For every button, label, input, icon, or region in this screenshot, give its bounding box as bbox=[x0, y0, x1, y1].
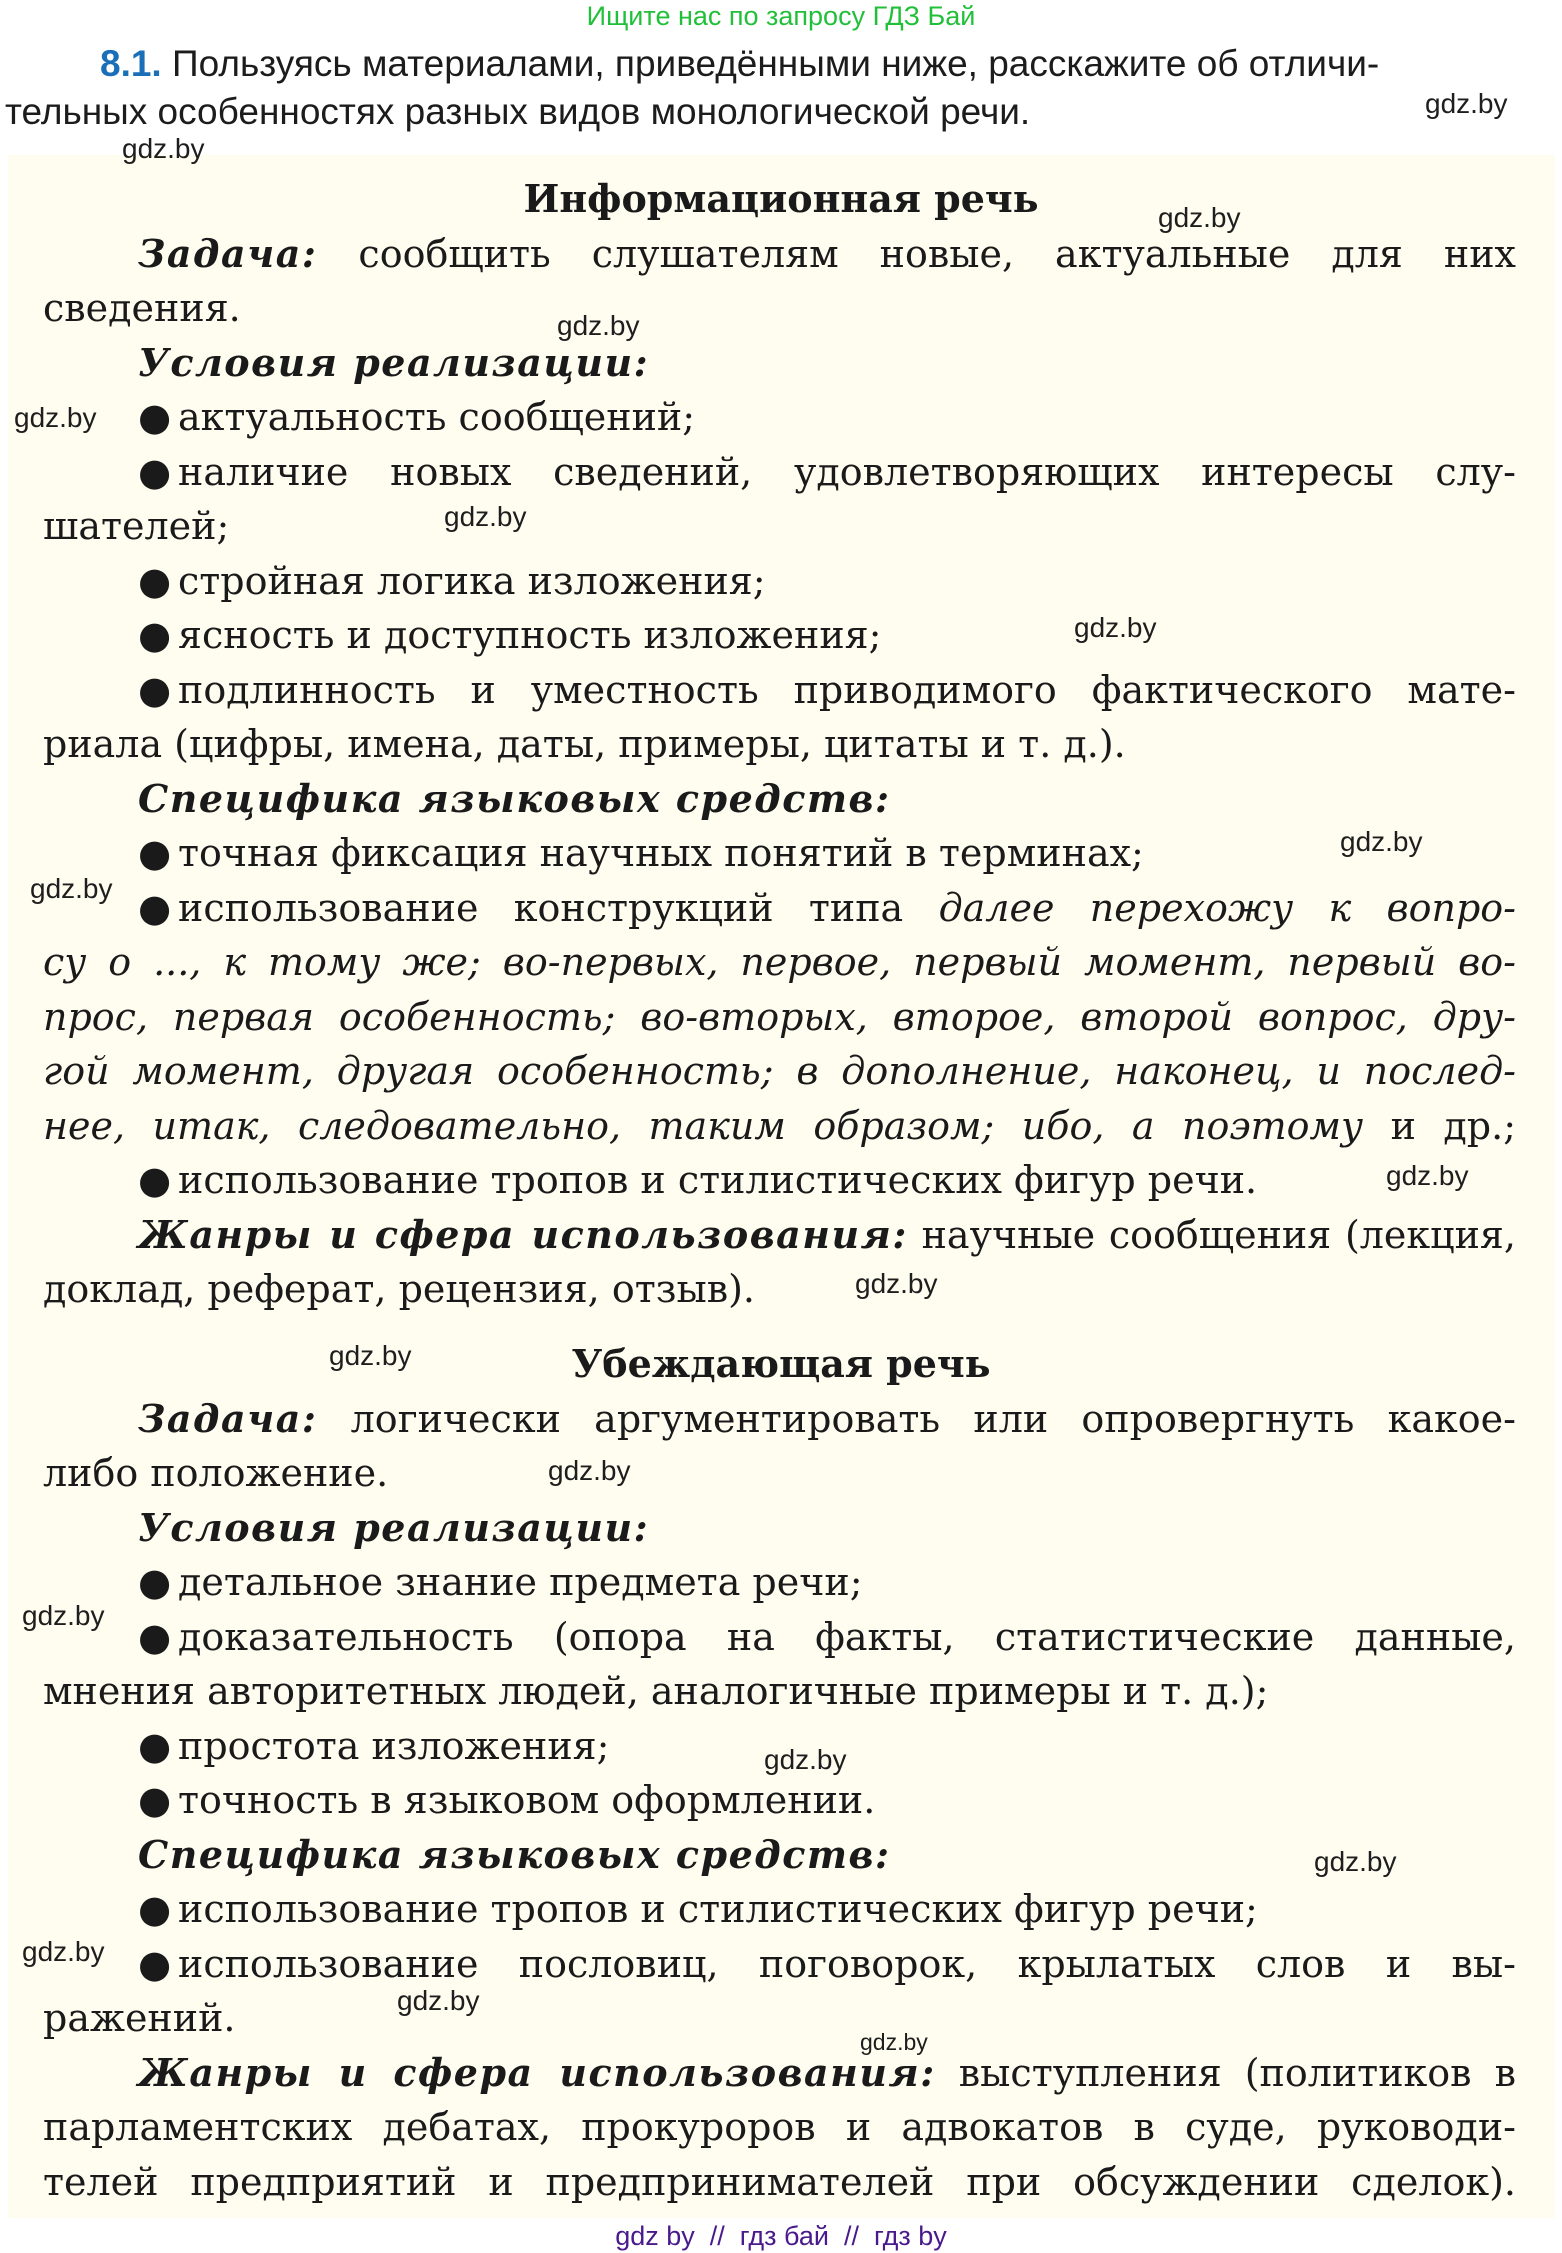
condition-item-cont: шателей; bbox=[43, 504, 230, 548]
watermark: gdz.by bbox=[1340, 826, 1423, 857]
condition-item: ● актуальность сообщений; bbox=[138, 390, 695, 444]
task-line bbox=[138, 227, 1516, 281]
question-line-1 bbox=[100, 40, 1550, 88]
bullet-icon: ● bbox=[138, 559, 172, 603]
task-label: Задача: bbox=[138, 1396, 318, 1441]
watermark: gdz.by bbox=[22, 1936, 105, 1967]
bullet-icon: ● bbox=[138, 1778, 172, 1822]
genres-line-2: доклад, реферат, рецензия, отзыв). bbox=[43, 1267, 755, 1311]
watermark: gdz.by bbox=[860, 2029, 928, 2055]
bullet-icon: ● bbox=[138, 1560, 172, 1604]
condition-item: ● стройная логика изложения; bbox=[138, 554, 766, 608]
section-title-informational: Информационная речь bbox=[523, 176, 1039, 221]
watermark: gdz.by bbox=[30, 873, 113, 904]
bullet-icon: ● bbox=[138, 613, 172, 657]
bullet-icon: ● bbox=[138, 1615, 172, 1659]
language-item-cont: ражений. bbox=[43, 1996, 236, 2040]
language-label: Специфика языковых средств: bbox=[138, 776, 891, 821]
condition-item: ● подлинность и уместность приводимого фактического мате- bbox=[138, 663, 1516, 717]
language-item-cont: гой момент, другая особенность; в дополнение, наконец, и послед- bbox=[43, 1049, 1516, 1093]
bullet-icon: ● bbox=[138, 1942, 172, 1986]
question-line-2: тельных особенностях разных видов монологической речи. bbox=[5, 91, 1031, 132]
watermark: gdz.by bbox=[764, 1744, 847, 1775]
language-item: ● использование пословиц, поговорок, крылатых слов и вы- bbox=[138, 1937, 1516, 1991]
genres-line-2: парламентских дебатах, прокуроров и адвокатов в суде, руководи- bbox=[43, 2105, 1516, 2149]
condition-item: ● ясность и доступность изложения; bbox=[138, 608, 881, 662]
watermark: gdz.by bbox=[444, 501, 527, 532]
condition-item: ● наличие новых сведений, удовлетворяющих интересы слу- bbox=[138, 445, 1516, 499]
genres-line: Жанры и сфера использования: выступления (политиков в bbox=[138, 2050, 1516, 2095]
section-title-persuasive: Убеждающая речь bbox=[571, 1341, 991, 1386]
genres-line: Жанры и сфера использования: научные сообщения (лекция, bbox=[138, 1212, 1516, 1257]
language-item: ● точная фиксация научных понятий в терминах; bbox=[138, 826, 1144, 880]
condition-item-cont: риала (цифры, имена, даты, примеры, цитаты и т. д.). bbox=[43, 722, 1126, 766]
condition-item: ● точность в языковом оформлении. bbox=[138, 1773, 875, 1827]
bullet-icon: ● bbox=[138, 831, 172, 875]
bullet-icon: ● bbox=[138, 450, 172, 494]
genres-line-3: телей предприятий и предпринимателей при обсуждении сделок). bbox=[43, 2160, 1516, 2204]
question-number: 8.1. bbox=[100, 43, 162, 84]
language-label: Специфика языковых средств: bbox=[138, 1832, 891, 1877]
task-line-2: сведения. bbox=[43, 286, 241, 330]
task-line-2: либо положение. bbox=[43, 1451, 389, 1495]
watermark: gdz.by bbox=[548, 1455, 631, 1486]
language-item-cont: су о ..., к тому же; во-первых, первое, первый момент, первый во- bbox=[43, 940, 1516, 984]
condition-item: ● доказательность (опора на факты, статистические данные, bbox=[138, 1610, 1516, 1664]
task-label: Задача: bbox=[138, 231, 318, 276]
bullet-icon: ● bbox=[138, 1158, 172, 1202]
task-line: Задача: логически аргументировать или опровергнуть какое- bbox=[138, 1396, 1516, 1441]
watermark: gdz.by bbox=[1386, 1160, 1469, 1191]
watermark: gdz.by bbox=[22, 1600, 105, 1631]
bullet-icon: ● bbox=[138, 886, 172, 930]
watermark: gdz.by bbox=[1074, 612, 1157, 643]
genres-label: Жанры и сфера использования: bbox=[138, 1212, 908, 1257]
watermark: gdz.by bbox=[1314, 1846, 1397, 1877]
task-text: сообщить слушателям новые, актуальные для них bbox=[358, 232, 1516, 276]
condition-item: ● простота изложения; bbox=[138, 1719, 609, 1773]
genres-label: Жанры и сфера использования: bbox=[138, 2050, 936, 2095]
watermark: gdz.by bbox=[122, 133, 205, 164]
language-item: ● использование тропов и стилистических фигур речи; bbox=[138, 1882, 1258, 1936]
bullet-icon: ● bbox=[138, 668, 172, 712]
language-item-cont: прос, первая особенность; во-вторых, второе, второй вопрос, дру- bbox=[43, 995, 1516, 1039]
conditions-label: Условия реализации: bbox=[138, 1505, 650, 1550]
watermark: gdz.by bbox=[1425, 88, 1508, 119]
condition-item: ● детальное знание предмета речи; bbox=[138, 1555, 863, 1609]
bullet-icon: ● bbox=[138, 1724, 172, 1768]
search-banner: Ищите нас по запросу ГДЗ Бай bbox=[586, 1, 976, 31]
watermark: gdz.by bbox=[557, 310, 640, 341]
language-item: ● использование тропов и стилистических фигур речи. bbox=[138, 1153, 1257, 1207]
language-item: ● использование конструкций типа далее перехожу к вопро- bbox=[138, 881, 1516, 935]
condition-item-cont: мнения авторитетных людей, аналогичные примеры и т. д.); bbox=[43, 1669, 1269, 1713]
watermark: gdz.by bbox=[855, 1268, 938, 1299]
language-item-cont: нее, итак, следовательно, таким образом; ибо, а поэтому и др.; bbox=[43, 1104, 1516, 1148]
bullet-icon: ● bbox=[138, 1887, 172, 1931]
question-text-1: Пользуясь материалами, приведёнными ниже, расскажите об отличи- bbox=[172, 43, 1380, 84]
watermark: gdz.by bbox=[14, 402, 97, 433]
footer-links: gdz by // гдз бай // гдз by bbox=[615, 2221, 947, 2251]
watermark: gdz.by bbox=[329, 1340, 412, 1371]
conditions-label: Условия реализации: bbox=[138, 340, 650, 385]
watermark: gdz.by bbox=[1158, 202, 1241, 233]
watermark: gdz.by bbox=[397, 1985, 480, 2016]
bullet-icon: ● bbox=[138, 395, 172, 439]
